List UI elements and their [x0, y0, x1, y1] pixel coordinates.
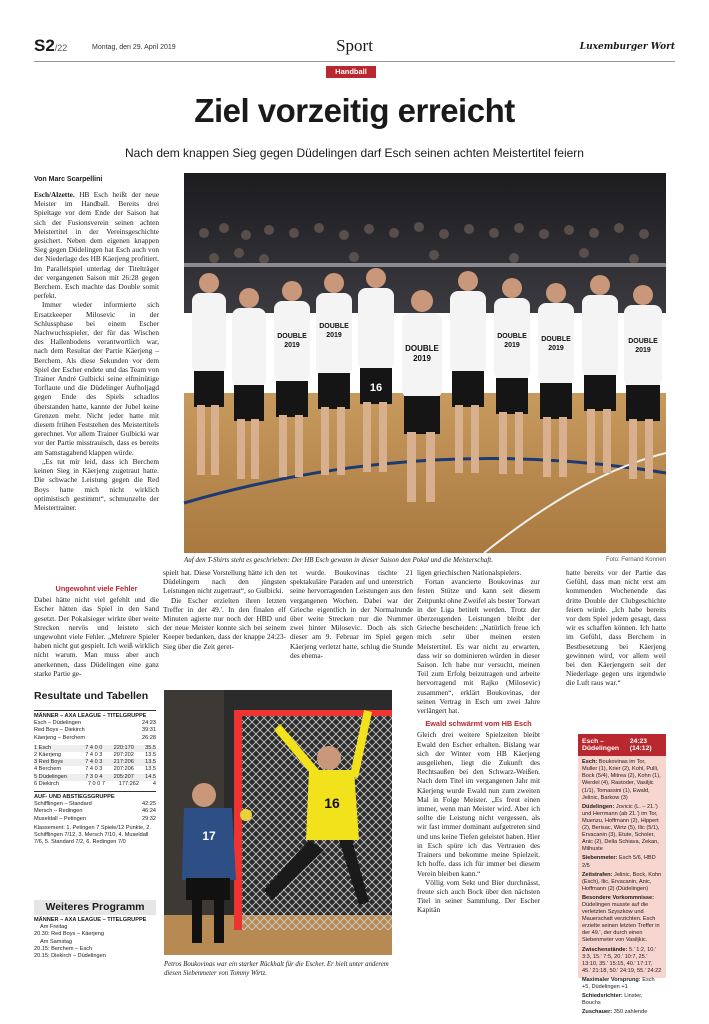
- list-item: Am Samstag: [40, 938, 73, 945]
- photo-credit: Foto: Fernand Konnen: [605, 557, 666, 563]
- results-table: [34, 707, 156, 846]
- table-row: 1 Esch 7 4 0 0 220:170 35.5: [34, 744, 156, 751]
- svg-text:DOUBLE: DOUBLE: [405, 344, 439, 353]
- svg-text:DOUBLE: DOUBLE: [319, 323, 349, 330]
- standings-table: [34, 745, 156, 788]
- fact-item: Maximaler Vorsprung: Esch +5, Düdelingen +1: [582, 976, 655, 990]
- results-title: Resultate und Tabellen: [34, 690, 149, 702]
- paragraph: Immer wieder informierte sich Ersatzkeeper Milosevic in der Schlussphase bei einem Escher Nachwuchsspieler, der für das Wischen des Hallenbodens verantwortlich war, nach dem Resultat der Partie Käerjeng – Berchem. Als diese Sekunden vor dem Spiel der Escher endete und das Team von Trainer André Gulbicki seine elfminütige Torflaute und die Düdelinger Aufholjagd gegen Ende des Spiels schadlos überstanden hatte, kannte der Jubel keine Grenzen mehr. Nicht jeder hatte mit diesem frühen Feststehen des Meistertitels gerechnet. Vor allem Trainer Gulbicki war vor der Partie misstrauisch, dass es bereits am Samstagabend klappen würde.: [34, 300, 159, 457]
- list-item: 20.15: Berchem – Esch: [34, 945, 93, 952]
- article-column-5: [566, 568, 666, 728]
- page-total: /22: [54, 43, 68, 53]
- table-row: 6 Diekirch 7 0 0 7 177:262 4: [34, 780, 156, 787]
- fact-item: Besondere Vorkommnisse: Düdelingen musste auf die verletzten Szyszkow und Mauerschatt verzichten. Esch erzielte seinen letzten Treffer in der 49.', der durch einen Siebenmeter von Vasiljkic.: [582, 894, 660, 944]
- team-celebration-photo: [184, 173, 666, 553]
- table-row: Schifflingen – Standard 42:25: [34, 801, 156, 808]
- fact-item: Zeitstrafen: Jelinic, Bock, Kohn (Esch), Ilic, Ervacanin, Anic, Hoffmann (2) (Düdelingen): [582, 871, 662, 892]
- fact-item: Zuschauer: 350 zahlende: [582, 1009, 648, 1016]
- article-column-4: [417, 568, 540, 984]
- photo-caption: Petros Boukovinas war ein starker Rückhalt für die Escher. Er hielt unter anderem diesen Siebenmeter von Tommy Wirtz.: [164, 961, 389, 977]
- svg-text:16: 16: [324, 795, 340, 811]
- svg-text:DOUBLE: DOUBLE: [277, 333, 307, 340]
- page-number: S2/22: [34, 36, 68, 55]
- article-column-1: [34, 190, 159, 584]
- fact-item: Schiedsrichter: Linster, Bouchs: [582, 993, 643, 1007]
- program-group-heading: MÄNNER – AXA LEAGUE – TITELGRUPPE: [34, 917, 147, 923]
- paragraph: Völlig vom Sekt und Bier durchnässt, freute sich auch Bock über den nächsten Titel in seiner Sammlung. Der Escher Kapitän: [417, 877, 540, 915]
- paragraph: hatte bereits vor der Partie das Gefühl, dass man nicht erst am kommenden Wochenende das dritte Double der Clubgeschichte feiern würde. „Ich habe bereits vor dem Spiel jedem gesagt, dass wir es schaffen können. Ich hatte im Gefühl, dass Berchem in Bestbesetzung bei Käerjeng gewinnen wird, vor allem weil bei den Käerjengern seit der Niederlage gegen uns irgendwie die Luft raus war.“: [566, 568, 666, 688]
- svg-text:2019: 2019: [635, 347, 651, 354]
- subheadline: Nach dem knappen Sieg gegen Düdelingen darf Esch seinen achten Meistertitel feiern: [125, 146, 584, 160]
- svg-text:2019: 2019: [413, 354, 431, 363]
- crosshead: Ewald schwärmt vom HB Esch: [425, 719, 532, 729]
- table-row: Käerjeng – Berchem 26:28: [34, 734, 156, 741]
- newspaper-logo: Luxemburger Wort: [579, 42, 675, 52]
- factbox-header: Esch – Düdelingen 24:23 (14:12): [578, 734, 666, 756]
- article-column-2: [163, 568, 286, 678]
- table-row: 3 Red Boys 7 4 0 3 217:206 13.5: [34, 759, 156, 766]
- paragraph: „Es tut mir leid, dass ich Berchem keinen Sieg in Käerjeng zugetraut hatte. Die schwache Leistung gegen die Red Boys hatte mich nicht wirklich optimistisch gestimmt“, schmunzelte der Meistertrainer.: [34, 456, 159, 512]
- svg-text:2019: 2019: [326, 332, 342, 339]
- svg-text:17: 17: [202, 829, 216, 843]
- dateline: Esch/Alzette.: [34, 190, 75, 199]
- program-title: Weiteres Programm: [34, 900, 156, 915]
- issue-date: Montag, den 29. April 2019: [92, 44, 176, 51]
- paragraph: tet wurde. Boukovinas tischte 21 spektakuläre Paraden auf und unterstrich seine hervorragenden Leistungen aus den vergangenen Wochen. Dabei war der Grieche eigentlich in der Normalrunde über weite Strecken nur die Nummer zwei hinter Milosevic. Doch als sich dieser am 9. Februar im Spiel gegen Käerjeng verletzt hatte, schlug die Stunde des ehema-: [290, 568, 413, 660]
- match-factbox: [578, 734, 666, 1016]
- svg-text:DOUBLE: DOUBLE: [541, 336, 571, 343]
- fact-item: Düdelingen: Jovicic (L. – 21.') und Herrmann (ab 21.') im Tor, Muenzu, Hoffmann (2), Hippert (2), Berisac, Wirtz (5), Ilic (5/1), Ervacanin (3), Etute, Scholer, Anic (2), Della Schiava, Zekan, Milhuste: [582, 803, 660, 853]
- svg-text:2019: 2019: [284, 342, 300, 349]
- svg-text:2019: 2019: [548, 345, 564, 352]
- paragraph: Dabei hätte nicht viel gefehlt und die Escher hätten das Spiel in den Sand gesetzt. Der Pokalsieger wirkte über weite Strecken nervös und leistete sich ungewohnt viele Fehler. „Mehrere Spieler haben nicht gut gespielt. Ich weiß wirklich nicht warum. Man muss aber auch anerkennen, dass Düdelingen eine ganz starke Partie ge-: [34, 595, 159, 678]
- list-item: 20.30: Red Boys – Käerjeng: [34, 931, 104, 938]
- paragraph: Esch/Alzette. HB Esch heißt der neue Meister im Handball. Bereits drei Spieltage vor dem Ende der Saison hat sich der Fusionsverein seinen achten Meistertitel in der Vereinsgeschichte gesichert. Neben dem eigenen knappen Sieg gegen Düdelingen hat Esch auch von der Niederlage des HB Käerjeng profitiert. Im Parallelspiel unterlag der Titelträger der vergangenen Saison mit 26:28 gegen Berchem. Esch machte das Double somit perfekt.: [34, 190, 159, 301]
- paragraph: spielt hat. Diese Vorstellung hätte ich den Düdelingern nach den jüngsten Leistungen nicht zugetraut“, so Gulbicki.: [163, 568, 286, 596]
- list-item: 20.15: Diekirch – Düdelingen: [34, 953, 106, 960]
- table-row: 2 Käerjeng 7 4 0 3 207:202 13.5: [34, 752, 156, 759]
- table-row: Museldall – Petingen 29:32: [34, 815, 156, 822]
- team-celebration-image: [184, 173, 666, 553]
- fact-item: Siebenmeter: Esch 5/6, HBD 2/5: [582, 855, 656, 869]
- svg-text:DOUBLE: DOUBLE: [497, 333, 527, 340]
- fact-item: Zwischenstände: 5.' 1:2, 10.' 3:3, 15.' 7:5, 20.' 10:7, 25.' 13:10, 35.' 15:15, 40.' 17:17, 45.' 21:18, 50.' 24:19, 55.' 24:22: [582, 946, 662, 974]
- table-row: Esch – Düdelingen 24:23: [34, 720, 156, 727]
- results-group-heading: AUF- UND ABSTIEGSGRUPPE: [34, 791, 156, 801]
- goalkeeper-image: [164, 690, 392, 955]
- svg-text:2019: 2019: [504, 342, 520, 349]
- byline: Von Marc Scarpellini: [34, 176, 103, 183]
- topic-tag: Handball: [326, 66, 376, 78]
- crosshead: Ungewohnt viele Fehler: [55, 584, 138, 593]
- svg-text:16: 16: [369, 382, 383, 394]
- svg-text:DOUBLE: DOUBLE: [628, 338, 658, 345]
- fact-item: Esch: Boukovinas im Tor, Muller (1), Krier (2), Kohl, Pulli, Bock (5/4), Mitrea (2), Kohn (1), Werdel (4), Rastoder, Vasiljic (1/1), Tomassini (1), Ewald, Jelinic, Barkow (3): [582, 759, 661, 801]
- paragraph: Die Escher erzielten ihren letzten Treffer in der 49.'. In den finalen elf Minuten agierte nur noch der HBD und der neue Meister konnte sich bei seinem Keeper bedanken, dass der knappe 24:23-Sieg über die Zeit geret-: [163, 595, 286, 651]
- klassement: Klassement: 1. Petingen 7 Spiele/12 Punkte, 2. Schifflingen 7/12, 3. Mersch 7/10, 4. Museldall 7/6, 5. Standard 7/2, 6. Redingen 7/0: [34, 824, 151, 846]
- results-group-heading: MÄNNER – AXA LEAGUE – TITELGRUPPE: [34, 710, 156, 720]
- goalkeeper-photo: [164, 690, 392, 955]
- page-header: [34, 36, 675, 62]
- list-item: Am Freitag: [40, 924, 68, 931]
- table-row: 4 Berchem 7 4 0 3 207:206 13.5: [34, 766, 156, 773]
- paragraph: Gleich drei weitere Spielzeiten bleibt Ewald den Escher erhalten. Bislang war sich der Winter vom HB Käerjeng ausgeliehen, liegt die Zukunft des Rechtsaußen bei den Schwarz-Weißen. Nach dem Titel im vergangenen Jahr mit Käerjeng wurde Ewald nun zum zweiten Mal in Folge Meister. „Es freut einen immer, wenn man Meister wird. Aber ich sollte die Leistung nicht vergessen, als wir fast immer dominant aufgetreten sind und uns keine Tiefen geleistet haben. Hier in Esch spüre ich das Vertrauen des Trainers und bekomme meine Spielzeit. Ich hoffe, dass ich für immer bei diesem Verein bleiben kann.“: [417, 730, 541, 878]
- table-row: Red Boys – Diekirch 39:31: [34, 727, 156, 734]
- paragraph: ligen griechischen Nationalspielers.: [417, 568, 522, 577]
- headline: Ziel vorzeitig erreicht: [194, 92, 515, 129]
- paragraph: Fortan avancierte Boukovinas zur festen Stütze und kann seit diesem Zeitpunkt ohne Zweifel als bester Torwart in der Liga betitelt werden. Trotz der überzeugenden Leistungen bleibt der Grieche bescheiden: „Natürlich freue ich mich sehr über meinen ersten Meistertitel. Es war nicht zu erwarten, dass wir so dominieren würden in dieser Saison. Ich habe nur versucht, meinen Teil zum Erfolg beizutragen und arbeite hervorragend mit Rajko (Milosevic) zusammen“, erklärt Boukovinas, der seinen Vertrag in Esch um zwei Jahre verlängert hat.: [417, 577, 540, 716]
- table-row: Mersch – Redingen 46:24: [34, 808, 156, 815]
- section-title: Sport: [336, 36, 373, 55]
- program-list: [34, 917, 156, 960]
- article-column-1-lower: [34, 580, 159, 682]
- photo-caption: Auf den T-Shirts steht es geschrieben: Der HB Esch gewann in dieser Saison den Pokal und die Meisterschaft.: [184, 556, 493, 564]
- table-row: 5 Düdelingen 7 3 0 4 205:207 14.5: [34, 773, 156, 780]
- article-column-3: [290, 568, 413, 678]
